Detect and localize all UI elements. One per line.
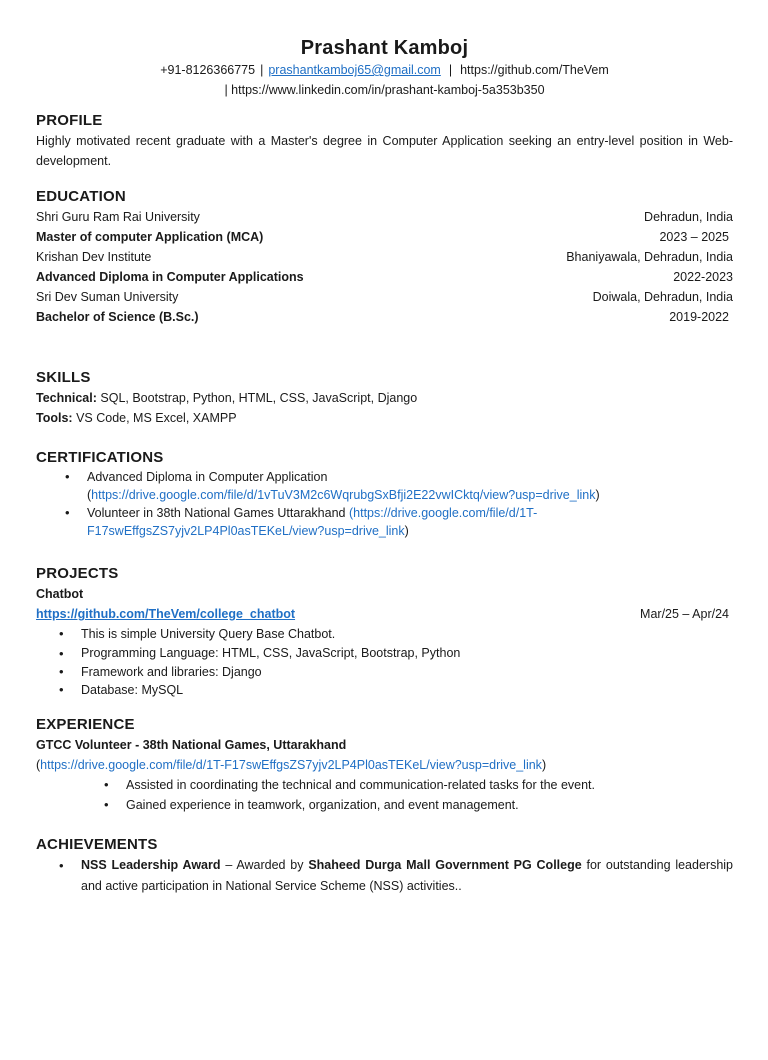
- skills-heading: SKILLS: [36, 369, 91, 386]
- degree: Master of computer Application (MCA): [36, 230, 264, 244]
- tools-list: VS Code, MS Excel, XAMPP: [76, 411, 237, 425]
- candidate-name: Prashant Kamboj: [300, 37, 469, 59]
- projects-heading: PROJECTS: [36, 565, 119, 582]
- skills-tools: [36, 408, 733, 428]
- dates: 2022-2023: [673, 270, 733, 284]
- location: Dehradun, India: [644, 210, 733, 224]
- education-row: [36, 207, 733, 227]
- education-row: [36, 267, 733, 287]
- skills-section: [36, 368, 733, 428]
- education-row: [36, 247, 733, 267]
- award-name: NSS Leadership Award: [81, 858, 221, 872]
- paren: (: [87, 488, 92, 502]
- dates: 2023 – 2025: [659, 230, 729, 244]
- paren: ): [595, 488, 600, 502]
- profile-section: [36, 111, 733, 171]
- achievements-section: [36, 835, 733, 897]
- cert-title: Volunteer in 38th National Games Uttarakhand: [87, 506, 346, 520]
- technical-list: SQL, Bootstrap, Python, HTML, CSS, JavaScript, Django: [100, 391, 418, 405]
- education-heading: EDUCATION: [36, 188, 126, 205]
- list-item: • Assisted in coordinating the technical and communication-related tasks for the event.: [126, 775, 733, 795]
- institution: Krishan Dev Institute: [36, 250, 152, 264]
- list-item: • Database: MySQL: [81, 681, 733, 699]
- list-item: • Programming Language: HTML, CSS, JavaScript, Bootstrap, Python: [81, 644, 733, 663]
- profile-text: Highly motivated recent graduate with a Master's degree in Computer Application seeking an entry-level position in Web-development.: [36, 134, 733, 168]
- experience-bullets: [36, 775, 733, 815]
- list-item: [81, 855, 733, 897]
- projects-section: [36, 564, 733, 699]
- project-bullets: [36, 624, 733, 699]
- dates: 2019-2022: [669, 310, 729, 324]
- separator: |: [224, 83, 228, 97]
- separator: |: [260, 63, 264, 77]
- education-row: [36, 287, 733, 307]
- award-dash: – Awarded by: [220, 858, 309, 872]
- award-rest: for outstanding leadership and active participation in National Service Scheme (NSS) activities..: [81, 858, 733, 893]
- list-item: [87, 504, 733, 540]
- experience-section: [36, 715, 733, 815]
- phone: +91-8126366775: [160, 63, 256, 77]
- github-url[interactable]: https://github.com/TheVem: [460, 63, 609, 77]
- list-item: • This is simple University Query Base Chatbot.: [81, 624, 733, 644]
- list-item: [87, 468, 733, 504]
- project-link[interactable]: https://github.com/TheVem/college_chatbot: [36, 607, 296, 621]
- cert-link[interactable]: https://drive.google.com/file/d/1vTuV3M2c6WqrubgSxBfji2E22vwICktq/view?usp=drive_link: [91, 488, 596, 502]
- institution: Sri Dev Suman University: [36, 290, 179, 304]
- technical-label: Technical:: [36, 391, 97, 405]
- email-link[interactable]: prashantkamboj65@gmail.com: [268, 63, 441, 77]
- certifications-heading: CERTIFICATIONS: [36, 449, 164, 466]
- experience-link[interactable]: https://drive.google.com/file/d/1T-F17swEffgsZS7yjv2LP4Pl0asTEKeL/view?usp=drive_link: [40, 758, 542, 772]
- degree: Bachelor of Science (B.Sc.): [36, 310, 199, 324]
- linkedin-url[interactable]: https://www.linkedin.com/in/prashant-kamboj-5a353b350: [231, 83, 545, 97]
- achievements-list: [36, 855, 733, 897]
- separator: |: [448, 63, 453, 77]
- education-row: [36, 227, 733, 247]
- certifications-section: [36, 448, 733, 540]
- project-row: [36, 604, 733, 624]
- list-item: • Framework and libraries: Django: [81, 663, 733, 681]
- education-section: [36, 187, 733, 327]
- education-row: [36, 307, 733, 327]
- experience-heading: EXPERIENCE: [36, 716, 135, 733]
- cert-link[interactable]: (https://drive.google.com/file/d/1T-: [348, 506, 538, 520]
- list-item: • Gained experience in teamwork, organization, and event management.: [126, 795, 733, 815]
- certifications-list: [36, 468, 733, 540]
- paren: ): [404, 524, 409, 538]
- cert-title: • Advanced Diploma in Computer Application: [87, 470, 328, 484]
- experience-link-line: [36, 755, 733, 775]
- contact-line-2: [36, 80, 733, 100]
- tools-label: Tools:: [36, 411, 73, 425]
- profile-heading: PROFILE: [36, 112, 103, 129]
- paren: (: [36, 758, 41, 772]
- resume-page: [0, 36, 768, 1060]
- experience-title: GTCC Volunteer - 38th National Games, Uttarakhand: [36, 738, 347, 752]
- project-dates: Mar/25 – Apr/24: [640, 607, 729, 621]
- degree: Advanced Diploma in Computer Applications: [36, 270, 304, 284]
- cert-link-cont[interactable]: F17swEffgsZS7yjv2LP4Pl0asTEKeL/view?usp=drive_link: [87, 524, 405, 538]
- award-college: Shaheed Durga Mall Government PG College: [308, 858, 582, 872]
- institution: Shri Guru Ram Rai University: [36, 210, 200, 224]
- contact-line: [36, 60, 733, 80]
- location: Bhaniyawala, Dehradun, India: [566, 250, 733, 264]
- achievements-heading: ACHIEVEMENTS: [36, 836, 158, 853]
- project-title: Chatbot: [36, 587, 84, 601]
- paren: ): [541, 758, 547, 772]
- location: Doiwala, Dehradun, India: [592, 290, 733, 304]
- skills-technical: [36, 388, 733, 408]
